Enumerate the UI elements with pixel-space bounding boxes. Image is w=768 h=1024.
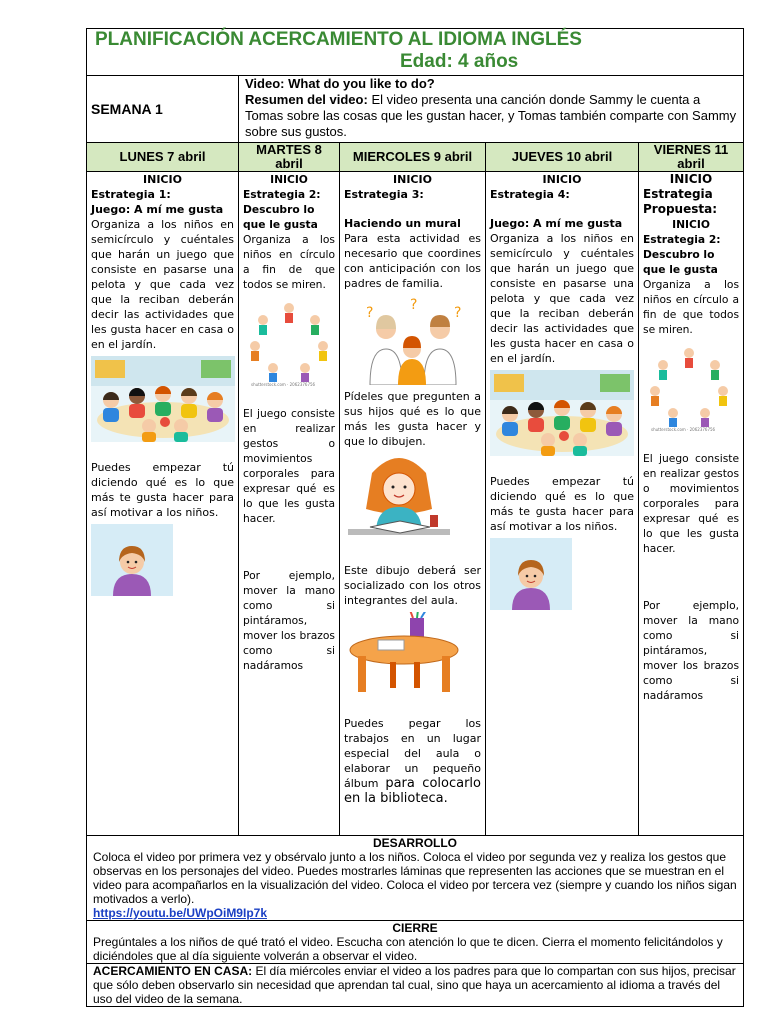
day-header-wednesday: MIERCOLES 9 abril xyxy=(340,143,486,172)
day-header-monday: LUNES 7 abril xyxy=(87,143,239,172)
inicio-label: INICIO xyxy=(542,173,582,186)
video-label: Video: xyxy=(245,76,285,91)
game-title: Juego: A mí me gusta xyxy=(490,217,623,230)
inicio-label: INICIO xyxy=(393,173,432,186)
day-header-row xyxy=(87,143,744,172)
video-title: What do you like to do? xyxy=(288,76,435,91)
day-cell-tuesday xyxy=(239,172,340,836)
day-cell-friday xyxy=(639,172,744,836)
planning-table xyxy=(86,28,744,1007)
drawing-request-text: Pídeles que pregunten a sus hijos qué es lo que más les gusta hacer y que lo dibujen. xyxy=(344,390,481,448)
activity-description: Organiza a los niños en círculo a fin de que todos se miren. xyxy=(243,233,335,291)
teacher-avatar-illustration xyxy=(490,538,572,610)
cierre-title: CIERRE xyxy=(392,921,438,935)
svg-text:?: ? xyxy=(366,305,374,321)
casa-section xyxy=(87,964,744,1007)
image-credit: shutterstock.com · 2062376756 xyxy=(651,427,716,432)
inicio-label: INICIO xyxy=(143,173,182,186)
teacher-avatar-illustration xyxy=(91,524,173,596)
cierre-row xyxy=(87,921,744,964)
strategy-label: Estrategia 3: xyxy=(344,188,424,201)
example-text: Por ejemplo, mover la mano como si pintáramos, mover los brazos como si nadáramos xyxy=(243,569,335,672)
summary-label: Resumen del video: xyxy=(245,92,368,107)
album-text xyxy=(344,716,481,806)
inicio-label: INICIO xyxy=(270,173,308,186)
page-subtitle: Edad: 4 años xyxy=(400,51,519,72)
image-credit: shutterstock.com · 2062376756 xyxy=(251,382,316,387)
day-header-friday: VIERNES 11 abril xyxy=(639,143,744,172)
activity-description: Organiza a los niños en círculo a fin de que todos se miren. xyxy=(643,278,740,336)
socialize-text: Este dibujo deberá ser socializado con los otros integrantes del aula. xyxy=(344,564,481,607)
family-questions-illustration xyxy=(344,295,480,385)
girl-drawing-illustration xyxy=(344,453,454,545)
album-text-part2: para colocarlo en la biblioteca. xyxy=(344,776,482,806)
game-description: El juego consiste en realizar gestos o movimientos corporales para expresar qué es lo que les gusta hacer. xyxy=(643,452,740,555)
day-cell-thursday xyxy=(486,172,639,836)
motivation-text: Puedes empezar tú diciendo qué es lo que más te gusta hacer para así motivar a los niños. xyxy=(91,461,234,519)
strategy-label: Estrategia 1: xyxy=(91,188,171,201)
strategy-label-2: Estrategia 2: Descubro lo que le gusta xyxy=(643,233,721,276)
video-info xyxy=(239,76,744,143)
title-cell xyxy=(87,29,744,76)
day-cell-monday xyxy=(87,172,239,836)
children-circle-illustration xyxy=(91,356,235,442)
desarrollo-text: Coloca el video por primera vez y obsérvalo junto a los niños. Coloca el video por segunda vez y realiza los gestos que observas en los personajes del video. Puedes mostrarles láminas que representen las acciones que se muestran en el video para acompañarlos en la visualización del video. Coloca el video por tercera vez (siempre y cuando los niños sigan motivados a verlo). xyxy=(93,850,737,906)
children-ring-illustration xyxy=(243,296,335,388)
activity-description: Organiza a los niños en semicírculo y cuéntales que harán un juego que consiste en pasarse una pelota y que cada vez que la reciban deberán decir las actividades que les gusta hacer en casa o en el jardín. xyxy=(490,232,634,365)
day-header-thursday: JUEVES 10 abril xyxy=(486,143,639,172)
activity-description: Para esta actividad es necesario que coordines con anticipación con los padres de familia. xyxy=(344,232,481,290)
summary-text: El video presenta una canción donde Sammy le cuenta a Tomas sobre las cosas que les gustan hacer, y Tomas también comparte con Sammy sobre sus gustos. xyxy=(245,92,737,139)
svg-text:?: ? xyxy=(454,305,462,321)
svg-text:?: ? xyxy=(410,297,418,313)
cierre-section xyxy=(87,921,744,964)
motivation-text: Puedes empezar tú diciendo qué es lo que más te gusta hacer para así motivar a los niños. xyxy=(490,475,634,533)
activity-title: Haciendo un mural xyxy=(344,217,461,230)
week-label: SEMANA 1 xyxy=(87,76,239,143)
planning-document xyxy=(86,28,743,1007)
album-text-part1: Puedes pegar los trabajos en un lugar especial del aula o elaborar un pequeño álbum xyxy=(344,717,481,790)
video-link[interactable]: https://youtu.be/UWpOiM9Ip7k xyxy=(93,906,267,920)
inicio-label: INICIO xyxy=(669,172,713,186)
page-title: PLANIFICACIÓN ACERCAMIENTO AL IDIOMA INGLÉS xyxy=(95,29,582,50)
children-ring-illustration xyxy=(643,341,735,433)
game-description: El juego consiste en realizar gestos o movimientos corporales para expresar qué es lo que les gusta hacer. xyxy=(243,407,335,525)
desarrollo-title: DESARROLLO xyxy=(373,836,458,850)
day-content-row xyxy=(87,172,744,836)
desarrollo-section xyxy=(87,836,744,921)
cierre-text: Pregúntales a los niños de qué trató el video. Escucha con atención lo que te dicen. Cierra el momento felicitándolos y diciéndoles que al día siguiente volverán a observar el video. xyxy=(93,935,723,963)
day-cell-wednesday xyxy=(340,172,486,836)
casa-label: ACERCAMIENTO EN CASA: xyxy=(93,964,253,978)
children-circle-illustration xyxy=(490,370,634,456)
game-title: Juego: A mí me gusta xyxy=(91,203,224,216)
inicio-label-2: INICIO xyxy=(672,218,710,231)
casa-row xyxy=(87,964,744,1007)
example-text: Por ejemplo, mover la mano como si pintáramos, mover los brazos como si nadáramos xyxy=(643,599,740,702)
strategy-label: Estrategia 2: Descubro lo que le gusta xyxy=(243,188,321,231)
title-row xyxy=(87,29,744,76)
strategy-label: Estrategia 4: xyxy=(490,188,570,201)
desarrollo-row xyxy=(87,836,744,921)
activity-description: Organiza a los niños en semicírculo y cuéntales que harán un juego que consiste en pasarse una pelota y que cada vez que la reciban deberán decir las actividades que les gusta hacer en casa o en el jardín. xyxy=(91,218,234,351)
strategy-label: Estrategia Propuesta: xyxy=(643,187,718,216)
casa-text: El día miércoles enviar el video a los padres para que lo compartan con sus hijos, precisar que sólo deben observarlo sin necesidad que aprendan tal cual, sino que haya un acercamiento al idioma a través del uso del video de la semana. xyxy=(93,964,736,1006)
art-table-illustration xyxy=(344,612,464,698)
day-header-tuesday: MARTES 8 abril xyxy=(239,143,340,172)
week-row xyxy=(87,76,744,143)
